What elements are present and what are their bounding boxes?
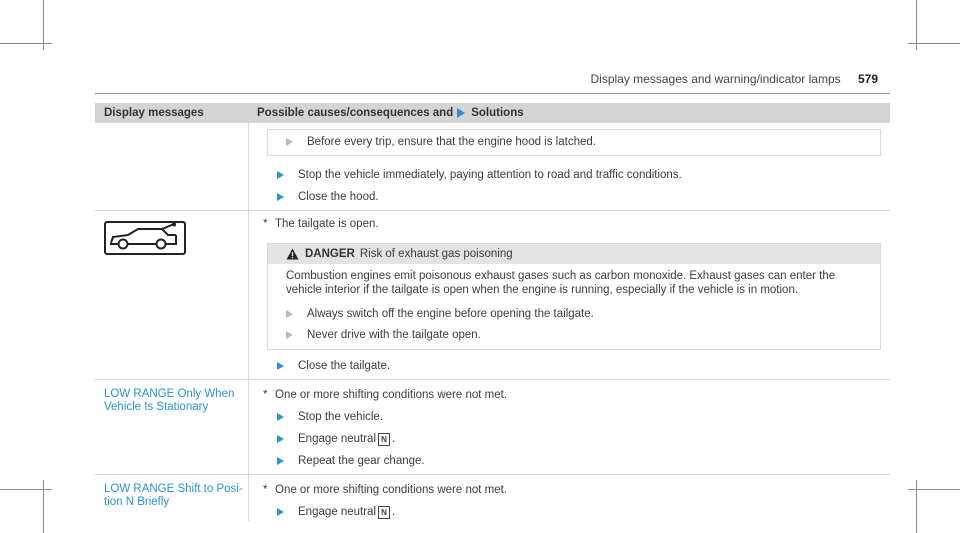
table-row xyxy=(95,380,890,475)
fact-item xyxy=(249,483,890,497)
danger-text-line: vehicle interior if the tailgate is open when the engine is running, especially if the vehicle is in motion. xyxy=(286,284,799,296)
step-item xyxy=(249,505,890,519)
step-item xyxy=(249,410,890,424)
display-messages-table xyxy=(95,103,890,525)
step-text: Stop the vehicle immediately, paying attention to road and traffic conditions. xyxy=(298,169,682,181)
step-arrow-icon xyxy=(277,193,284,201)
danger-text-line: Combustion engines emit poisonous exhaust gases such as carbon monoxide. Exhaust gases can enter the xyxy=(286,270,836,282)
fact-text: One or more shifting conditions were not met. xyxy=(275,389,508,401)
solution-cell xyxy=(249,123,890,210)
message-line: LOW RANGE Only When xyxy=(104,388,235,400)
crop-mark xyxy=(916,480,917,533)
danger-header xyxy=(268,244,880,264)
step-text: Engage neutral xyxy=(298,433,377,445)
col-header-causes xyxy=(249,107,890,119)
danger-box xyxy=(267,243,881,350)
step-item xyxy=(249,432,890,446)
crop-mark xyxy=(0,43,52,44)
step-arrow-icon xyxy=(277,362,284,370)
solution-cell xyxy=(249,211,890,379)
header-rule xyxy=(95,93,890,94)
message-cell xyxy=(95,211,249,379)
step-arrow-icon xyxy=(277,508,284,516)
step-text: Repeat the gear change. xyxy=(298,455,425,467)
fact-item xyxy=(249,217,890,231)
step-suffix: . xyxy=(392,506,396,518)
message-line: Vehicle Is Stationary xyxy=(104,401,209,413)
step-suffix: . xyxy=(392,433,396,445)
col-header-messages: Display messages xyxy=(104,107,204,119)
step-text: Always switch off the engine before opening the tailgate. xyxy=(307,308,594,320)
table-row xyxy=(95,123,890,211)
step-arrow-icon xyxy=(277,171,284,179)
message-cell xyxy=(95,380,249,474)
step-arrow-icon xyxy=(286,331,293,339)
warning-triangle-icon xyxy=(286,248,299,260)
step-text: Engage neutral xyxy=(298,506,377,518)
crop-mark xyxy=(0,489,52,490)
step-item xyxy=(268,135,880,149)
section-title: Display messages and warning/indicator lamps xyxy=(590,72,841,86)
step-text: Stop the vehicle. xyxy=(298,411,384,423)
step-text: Before every trip, ensure that the engine hood is latched. xyxy=(307,136,596,148)
solution-arrow-icon xyxy=(457,108,465,118)
step-item xyxy=(249,454,890,468)
step-item xyxy=(249,168,890,182)
step-arrow-icon xyxy=(277,457,284,465)
step-arrow-icon xyxy=(286,138,293,146)
col-header-solutions-text: Solutions xyxy=(471,107,524,119)
fact-text: The tailgate is open. xyxy=(275,218,379,230)
fact-marker: * xyxy=(263,218,268,230)
crop-mark xyxy=(908,489,960,490)
fact-item xyxy=(249,388,890,402)
fact-text: One or more shifting conditions were not met. xyxy=(275,484,508,496)
solution-cell xyxy=(249,380,890,474)
step-text: Close the hood. xyxy=(298,191,379,203)
table-row xyxy=(95,211,890,380)
crop-mark xyxy=(908,43,960,44)
step-arrow-icon xyxy=(277,435,284,443)
note-box xyxy=(267,129,881,156)
danger-title: Risk of exhaust gas poisoning xyxy=(359,248,513,260)
page-number: 579 xyxy=(857,72,878,86)
crop-mark xyxy=(43,480,44,533)
solution-cell xyxy=(249,475,890,525)
step-arrow-icon xyxy=(277,413,284,421)
table-row xyxy=(95,475,890,525)
col-header-causes-text: Possible causes/consequences and xyxy=(257,107,454,119)
fact-marker: * xyxy=(263,389,268,401)
neutral-key: N xyxy=(378,433,390,446)
step-item xyxy=(268,328,880,342)
step-item xyxy=(268,307,880,321)
message-line: LOW RANGE Shift to Posi- xyxy=(104,483,243,495)
tailgate-open-icon xyxy=(104,221,186,255)
step-text: Never drive with the tailgate open. xyxy=(307,329,481,341)
message-cell xyxy=(95,123,249,210)
step-item xyxy=(249,190,890,204)
step-text: Close the tailgate. xyxy=(298,360,391,372)
fact-marker: * xyxy=(263,484,268,496)
running-header xyxy=(591,72,879,86)
table-header xyxy=(95,103,890,123)
danger-text xyxy=(268,264,880,299)
danger-label: DANGER xyxy=(305,248,355,260)
step-arrow-icon xyxy=(286,310,293,318)
message-cell xyxy=(95,475,249,521)
neutral-key: N xyxy=(378,506,390,519)
message-line: tion N Briefly xyxy=(104,496,170,508)
step-item xyxy=(249,359,890,373)
